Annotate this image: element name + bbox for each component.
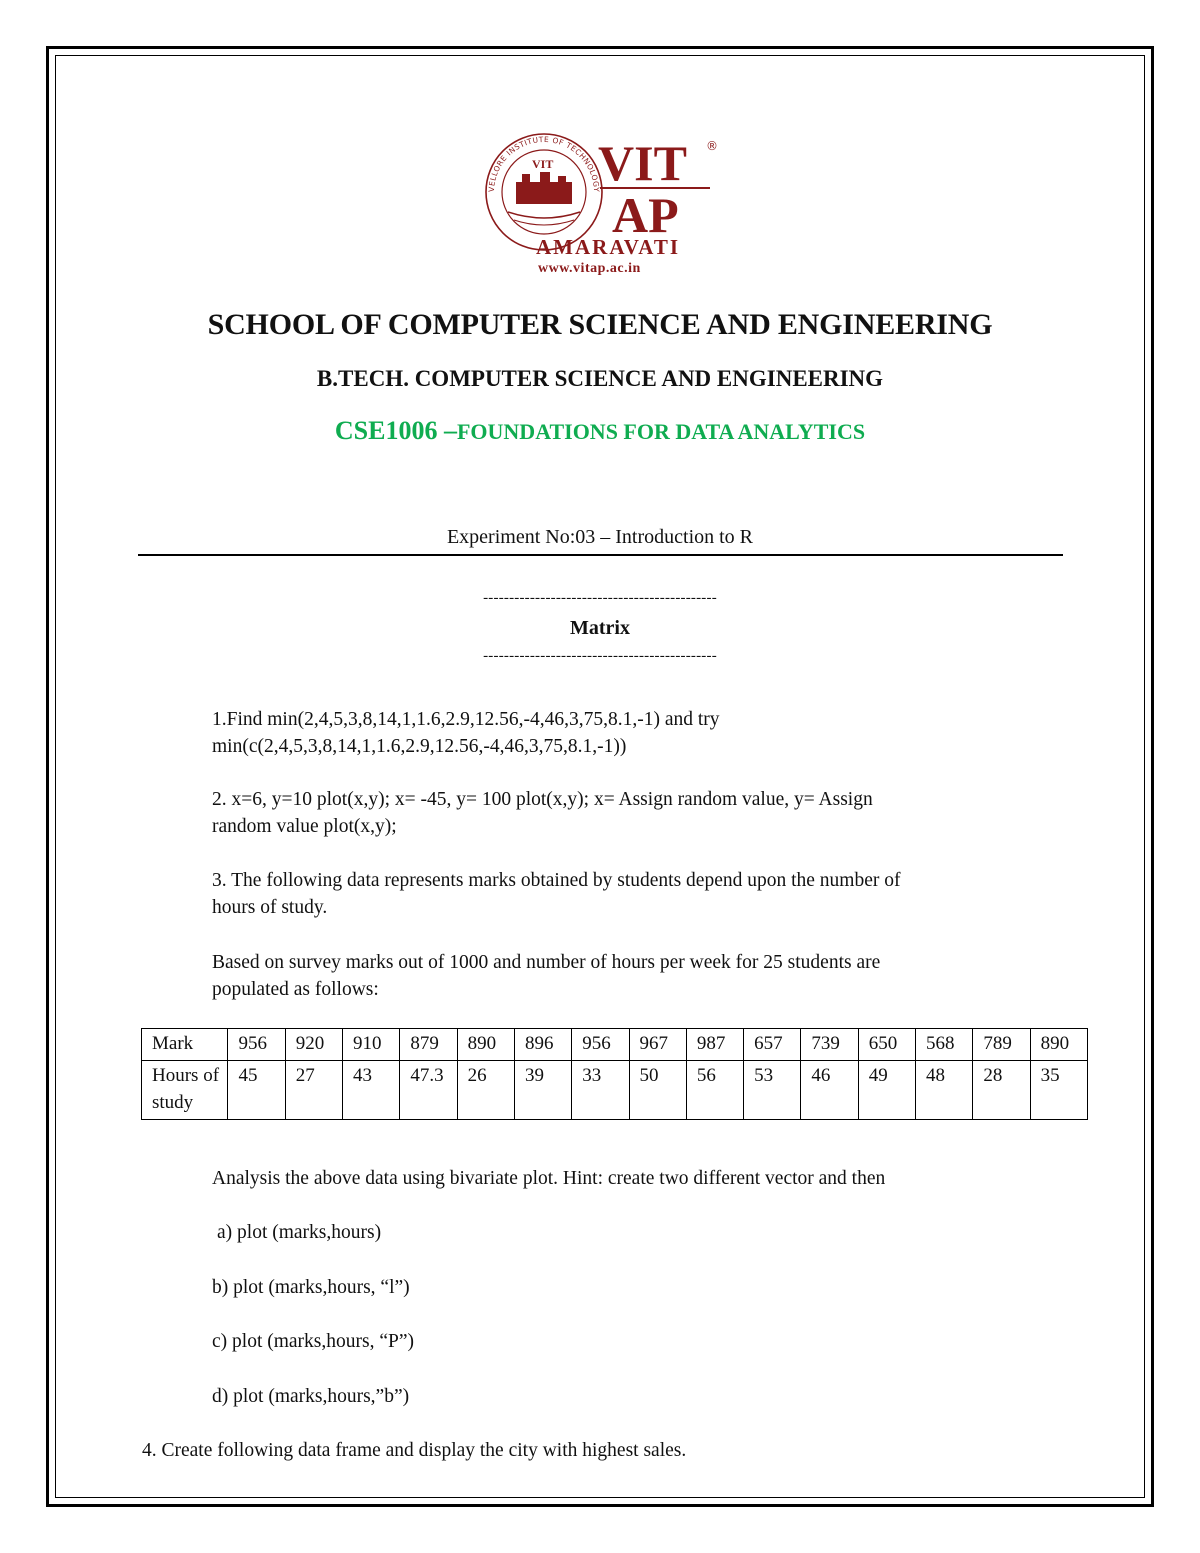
seal-center-text: VIT	[532, 157, 554, 171]
vit-ap-logo-graphic	[482, 132, 722, 276]
school-title: SCHOOL OF COMPUTER SCIENCE AND ENGINEERING	[207, 308, 993, 341]
table-cell: 879	[400, 1029, 457, 1061]
table-cell: 920	[285, 1029, 342, 1061]
experiment-title: Experiment No:03 – Introduction to R	[446, 526, 754, 548]
question-2	[212, 786, 1072, 840]
logo-location: AMARAVATI	[536, 235, 681, 259]
table-cell: 47.3	[400, 1061, 457, 1120]
table-cell: 43	[343, 1061, 400, 1120]
table-cell: 49	[858, 1061, 915, 1120]
institute-seal-icon	[486, 134, 602, 250]
table-cell: 56	[686, 1061, 743, 1120]
course-title	[0, 416, 1200, 446]
survey-description	[212, 949, 1072, 1003]
table-cell: 568	[916, 1029, 973, 1061]
table-cell: 657	[744, 1029, 801, 1061]
table-cell: 739	[801, 1029, 858, 1061]
table-cell: 35	[1030, 1061, 1087, 1120]
question-1-line-1: 1.Find min(2,4,5,3,8,14,1,1.6,2.9,12.56,-4,46,3,75,8.1,-1) and try	[212, 709, 720, 730]
analysis-instruction: Analysis the above data using bivariate plot. Hint: create two different vector and then	[212, 1168, 886, 1189]
question-3-line-1: 3. The following data represents marks obtained by students depend upon the number of	[212, 870, 901, 891]
table-cell: 987	[686, 1029, 743, 1061]
logo-website: www.vitap.ac.in	[538, 261, 641, 276]
table-cell: 967	[629, 1029, 686, 1061]
table-row-hours	[142, 1061, 1088, 1120]
seal-ring-text: VELLORE INSTITUTE OF TECHNOLOGY	[486, 134, 602, 193]
question-2-line-1: 2. x=6, y=10 plot(x,y); x= -45, y= 100 plot(x,y); x= Assign random value, y= Assign	[212, 789, 873, 810]
table-cell: 46	[801, 1061, 858, 1120]
table-cell: 890	[457, 1029, 514, 1061]
logo-registered-mark: ®	[706, 139, 718, 153]
table-row-label: Hours of study	[142, 1061, 228, 1120]
table-cell: 910	[343, 1029, 400, 1061]
table-cell: 33	[572, 1061, 629, 1120]
table-cell: 45	[228, 1061, 285, 1120]
table-cell: 39	[514, 1061, 571, 1120]
table-cell: 50	[629, 1061, 686, 1120]
table-row-marks	[142, 1029, 1088, 1061]
section-title: Matrix	[570, 617, 630, 639]
question-3-line-2: hours of study.	[212, 897, 328, 918]
table-cell: 956	[228, 1029, 285, 1061]
option-c: c) plot (marks,hours, “P”)	[212, 1331, 414, 1352]
question-4: 4. Create following data frame and display the city with highest sales.	[142, 1440, 687, 1461]
table-cell: 26	[457, 1061, 514, 1120]
question-2-line-2: random value plot(x,y);	[212, 816, 397, 837]
table-cell: 890	[1030, 1029, 1087, 1061]
section-divider-bottom: ---------------------------------------------	[483, 648, 717, 664]
horizontal-rule	[138, 554, 1063, 556]
table-cell: 27	[285, 1061, 342, 1120]
vit-ap-logo	[482, 132, 722, 276]
table-cell: 956	[572, 1029, 629, 1061]
course-code: CSE1006 –	[334, 416, 457, 445]
option-b: b) plot (marks,hours, “l”)	[212, 1277, 410, 1298]
question-1-line-2: min(c(2,4,5,3,8,14,1,1.6,2.9,12.56,-4,46,3,75,8.1,-1))	[212, 736, 627, 757]
logo-brand-vit: VIT	[598, 135, 687, 191]
table-cell: 789	[973, 1029, 1030, 1061]
table-cell: 53	[744, 1061, 801, 1120]
option-a: a) plot (marks,hours)	[217, 1222, 382, 1243]
course-name: FOUNDATIONS FOR DATA ANALYTICS	[456, 419, 866, 444]
option-d: d) plot (marks,hours,”b”)	[212, 1386, 410, 1407]
table-row-label: Mark	[142, 1029, 228, 1061]
survey-line-1: Based on survey marks out of 1000 and number of hours per week for 25 students are	[212, 952, 881, 973]
survey-line-2: populated as follows:	[212, 979, 379, 1000]
table-cell: 28	[973, 1061, 1030, 1120]
table-cell: 650	[858, 1029, 915, 1061]
table-cell: 48	[916, 1061, 973, 1120]
logo-brand-ap: AP	[612, 187, 679, 243]
question-3	[212, 867, 1072, 921]
question-1	[212, 706, 1072, 760]
marks-hours-table	[141, 1028, 1088, 1120]
program-title: B.TECH. COMPUTER SCIENCE AND ENGINEERING	[316, 366, 884, 391]
section-divider-top: ---------------------------------------------	[483, 590, 717, 606]
table-cell: 896	[514, 1029, 571, 1061]
